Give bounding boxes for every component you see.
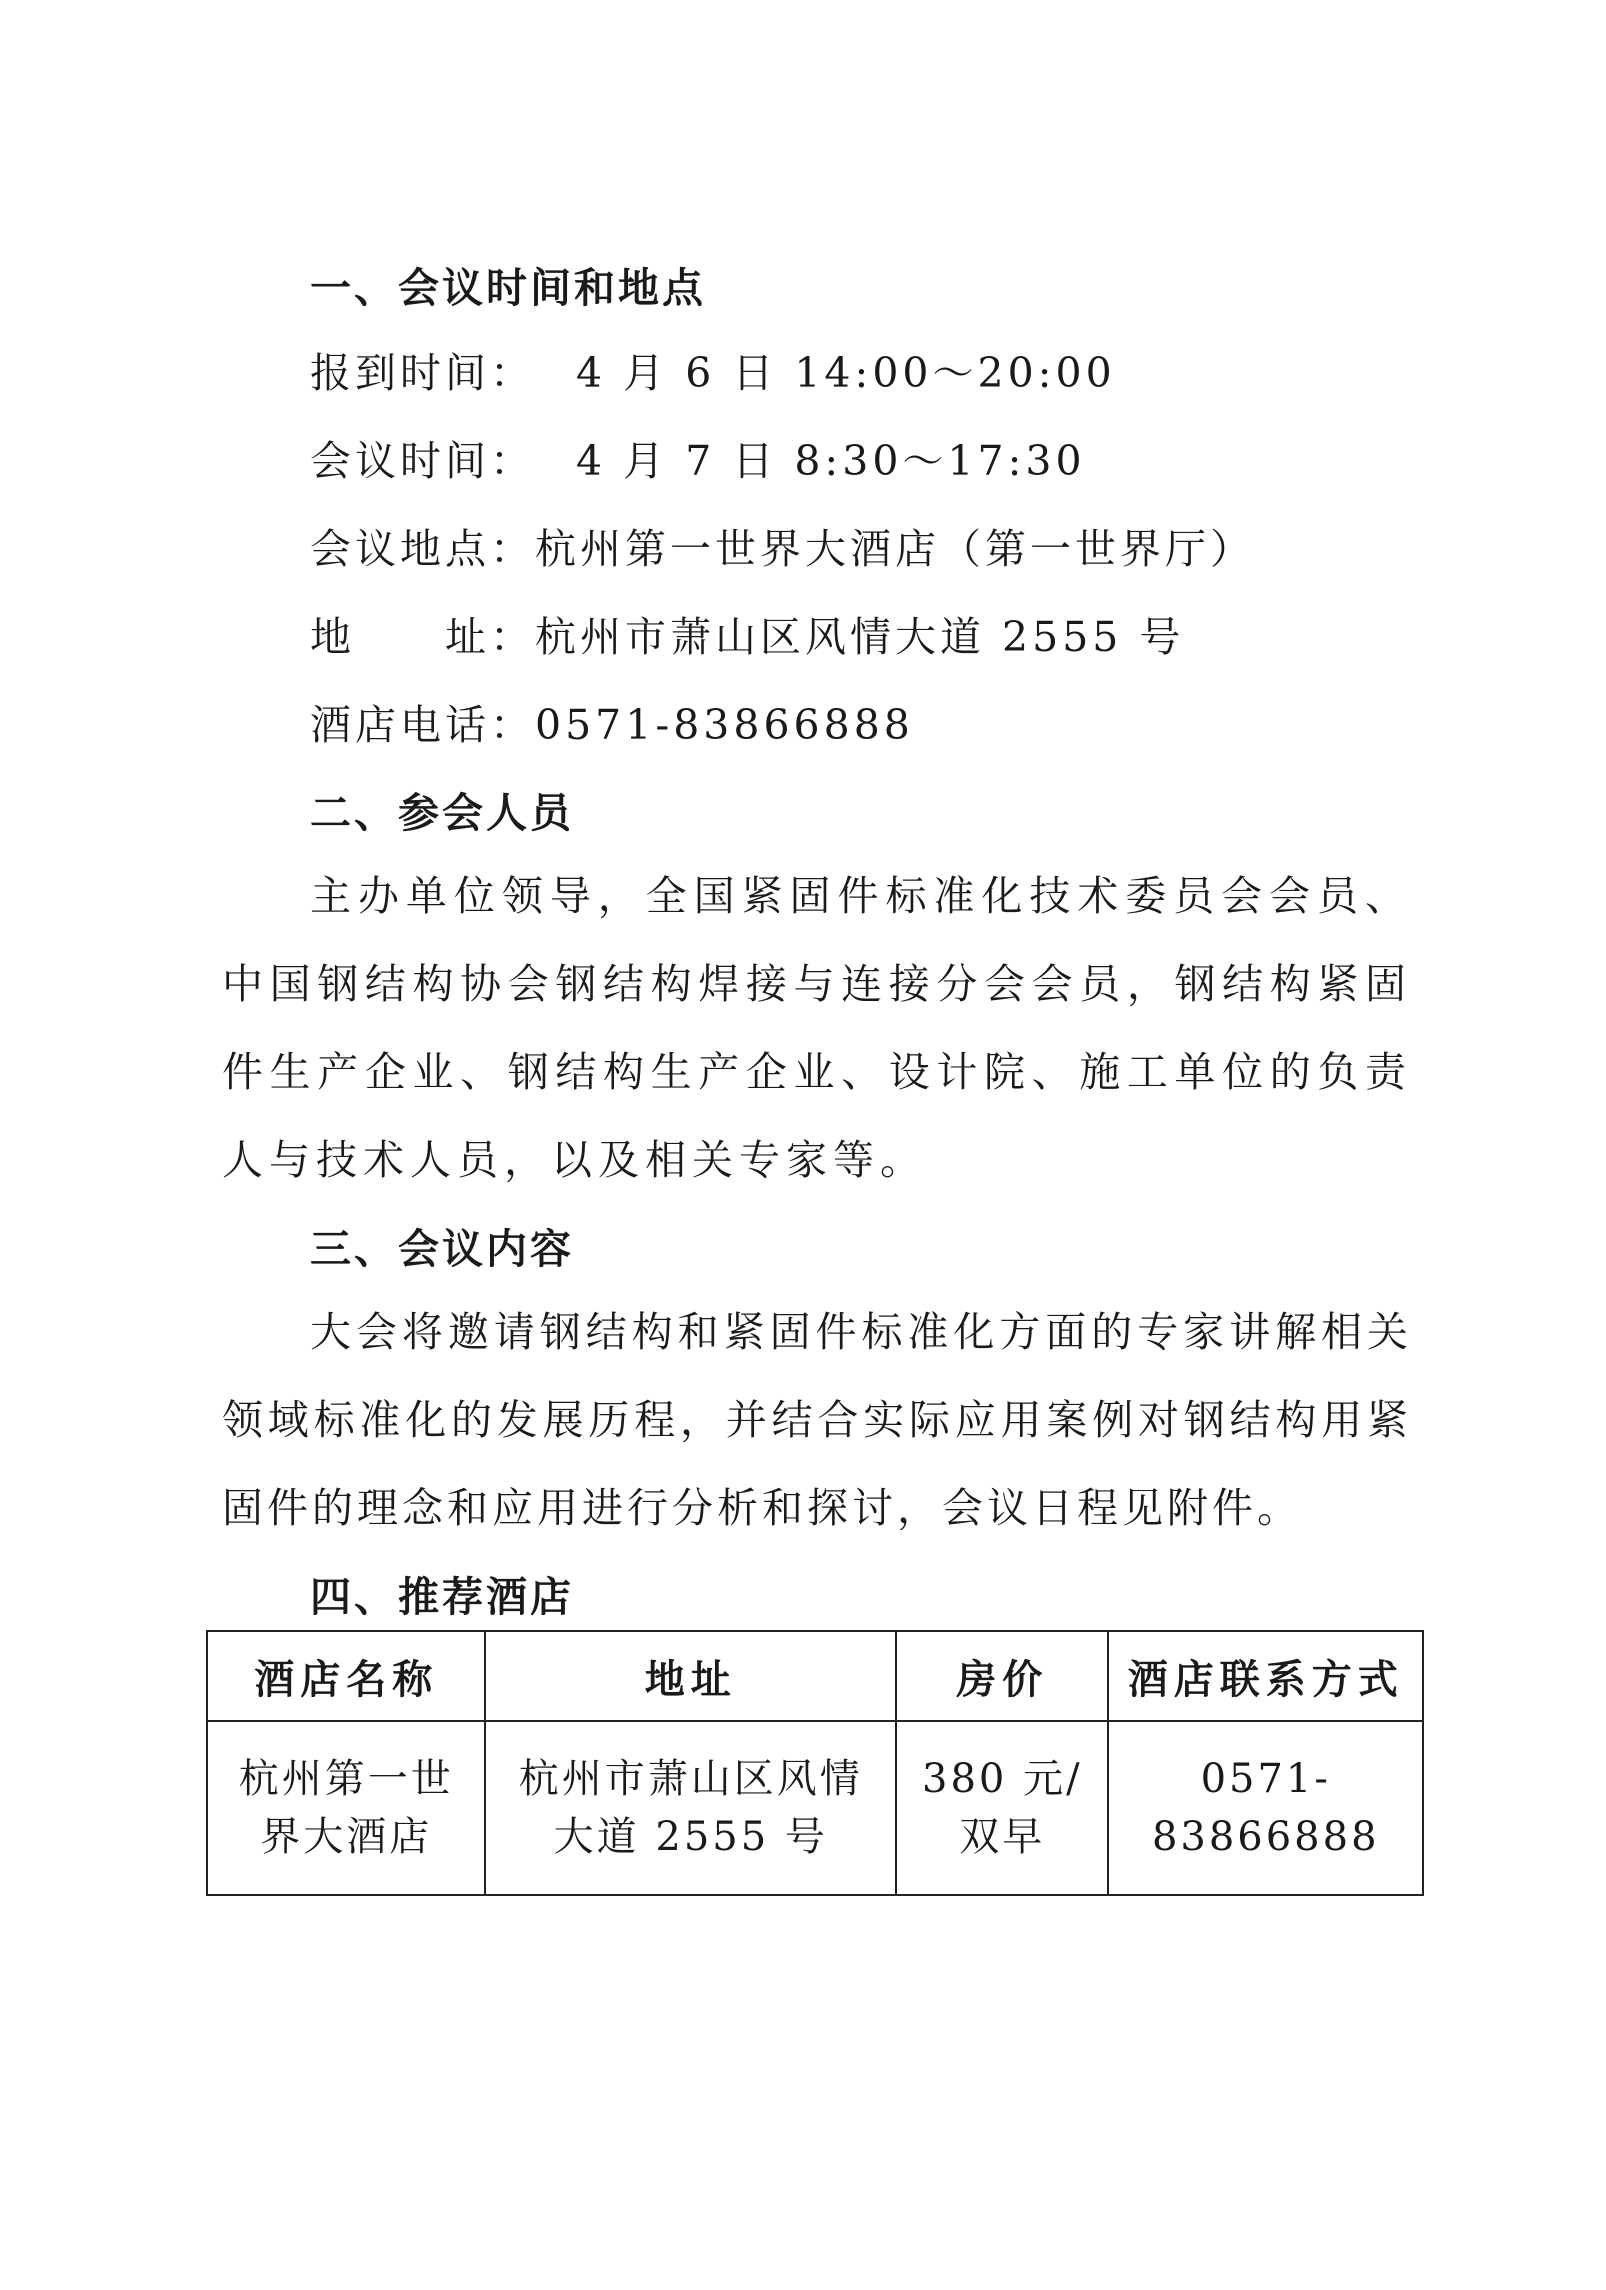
section2-heading: 二、参会人员 — [310, 789, 574, 837]
cell-address — [485, 1721, 896, 1895]
cell-price — [896, 1721, 1108, 1895]
section4-heading: 四、推荐酒店 — [310, 1573, 574, 1621]
hotel-table — [206, 1630, 1424, 1896]
meeting-time-line — [310, 428, 1086, 487]
address-value: 杭州市萧山区风情大道 2555 号 — [535, 613, 1185, 661]
venue-value: 杭州第一世界大酒店（第一世界厅） — [535, 525, 1255, 573]
header-price: 房价 — [896, 1631, 1108, 1721]
hotel-name-line2: 界大酒店 — [260, 1814, 433, 1860]
meeting-time-value: 4 月 7 日 8:30～17:30 — [576, 437, 1086, 485]
checkin-time-label: 报到时间： — [310, 349, 535, 397]
meeting-time-label: 会议时间： — [310, 437, 535, 485]
header-contact: 酒店联系方式 — [1108, 1631, 1423, 1721]
content-paragraph: 大会将邀请钢结构和紧固件标准化方面的专家讲解相关领域标准化的发展历程，并结合实际应用案例对钢结构用紧固件的理念和应用进行分析和探讨，会议日程见附件。 — [222, 1308, 1412, 1532]
address-line1: 杭州市萧山区风情 — [518, 1756, 863, 1802]
header-address: 地址 — [485, 1631, 896, 1721]
venue-label: 会议地点： — [310, 525, 535, 573]
cell-contact: 0571-83866888 — [1108, 1721, 1423, 1895]
checkin-time-line — [310, 340, 1116, 399]
table-row — [207, 1721, 1423, 1895]
venue-line — [310, 516, 1255, 575]
checkin-time-value: 4 月 6 日 14:00～20:00 — [576, 349, 1116, 397]
hotel-table-header-row — [207, 1631, 1423, 1721]
section1-heading: 一、会议时间和地点 — [310, 264, 706, 312]
cell-hotel-name — [207, 1721, 485, 1895]
header-hotel-name: 酒店名称 — [207, 1631, 485, 1721]
price-line2: 双早 — [959, 1814, 1046, 1860]
hotel-name-line1: 杭州第一世 — [238, 1756, 454, 1802]
hotel-phone-label: 酒店电话： — [310, 701, 535, 749]
section3-heading: 三、会议内容 — [310, 1225, 574, 1273]
address-line2: 大道 2555 号 — [553, 1814, 828, 1860]
address-line — [310, 604, 1184, 663]
hotel-phone-line — [310, 692, 914, 751]
attendees-paragraph: 主办单位领导，全国紧固件标准化技术委员会会员、中国钢结构协会钢结构焊接与连接分会会员，钢结构紧固件生产企业、钢结构生产企业、设计院、施工单位的负责人与技术人员，以及相关专家等。 — [222, 872, 1412, 1184]
hotel-phone-value: 0571-83866888 — [535, 701, 914, 749]
price-line1: 380 元/ — [922, 1756, 1083, 1802]
address-label: 地 址： — [310, 613, 535, 661]
